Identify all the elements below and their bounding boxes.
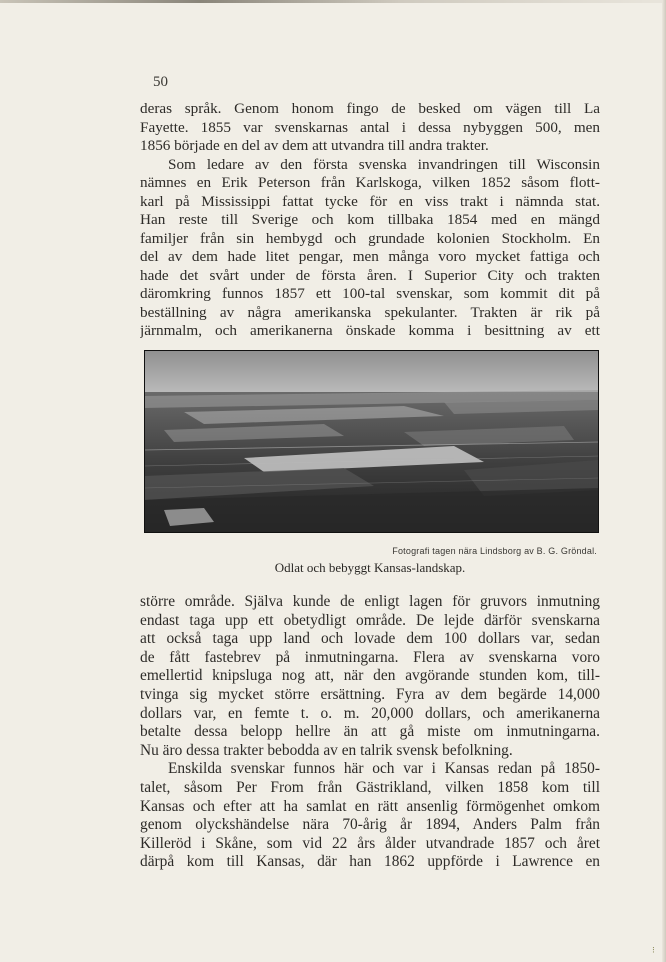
text-line: att också taga upp land och lovade dem 100 dollars var, sedan [140,630,600,648]
text-line: Nu äro dessa trakter bebodda av en talrik svensk befolkning. [140,741,513,759]
text-line: Som ledare av den första svenska invandringen till Wisconsin [168,155,600,173]
text-line: dollars var, en femte t. o. m. 20,000 dollars, och amerikanerna [140,704,600,722]
text-line: talet, såsom Per From från Gästrikland, vilken 1858 kom till [140,778,600,796]
text-line: Enskilda svenskar funnos här och var i Kansas redan på 1850- [168,760,600,778]
text-line: hade det svårt under de första åren. I Superior City och trakten [140,266,600,284]
text-line: del av dem hade litet pengar, men många voro mycket fattiga och [140,248,600,265]
text-line: Han reste till Sverige och kom tillbaka 1854 med en mängd [140,211,600,228]
body-text-bottom [140,593,600,872]
text-line: därpå kom till Kansas, där han 1862 uppförde i Lawrence en [140,853,600,871]
text-line: de fått fastebrev på inmutningarna. Flera av svenskarna voro [140,648,600,666]
page-number: 50 [153,74,168,90]
text-line: järnmalm, och amerikanerna önskade komma i besittning av ett [140,322,600,339]
text-line: Killeröd i Skåne, som vid 22 års ålder utvandrade 1857 och året [140,834,600,852]
text-line: tvinga sig mycket större ersättning. Fyra av dem begärde 14,000 [140,685,600,703]
text-line: familjer från sin hembygd och grundade kolonien Stockholm. En [140,229,600,247]
text-line: 1856 började en del av dem att utvandra till andra trakter. [140,137,489,154]
text-line: däromkring funnos 1857 ett 100-tal svenskar, som kommit dit på [140,285,600,302]
text-line: nämnes en Erik Peterson från Karlskoga, vilken 1852 såsom flott- [140,174,600,191]
photo-credit: Fotografi tagen nära Lindsborg av B. G. Gröndal. [392,546,597,556]
landscape-photo-drawing [144,350,599,533]
text-line: emellertid knipsluga nog att, när den avgörande stunden kom, till- [140,667,600,685]
text-line: Kansas och efter att ha samlat en rätt ansenlig förmögenhet omkom [140,797,600,815]
landscape-photo [144,350,599,533]
text-line: beställning av några amerikanska spekulanter. Trakten är rik på [140,303,600,321]
scan-corner-mark: ⁝ [652,946,655,956]
photo-caption: Odlat och bebyggt Kansas-landskap. [274,560,466,575]
text-line: större område. Själva kunde de enligt lagen för gruvors inmutning [140,593,600,610]
text-line: deras språk. Genom honom fingo de besked om vägen till La [140,100,600,117]
page-right-edge [662,0,666,962]
text-line: genom olyckshändelse nära 70-årig år 1894, Anders Palm från [140,816,600,834]
text-line: Fayette. 1855 var svenskarnas antal i dessa nybyggen 500, men [140,118,600,136]
page-top-edge [0,0,666,3]
body-text-top [140,100,600,341]
text-line: endast taga upp ett obetydligt område. De lejde därför svenskarna [140,611,600,629]
text-line: betalte dessa belopp hellre än att gå miste om inmutningarna. [140,723,600,741]
text-line: karl på Mississippi fattat tycke för en viss trakt i nämnda stat. [140,192,600,210]
